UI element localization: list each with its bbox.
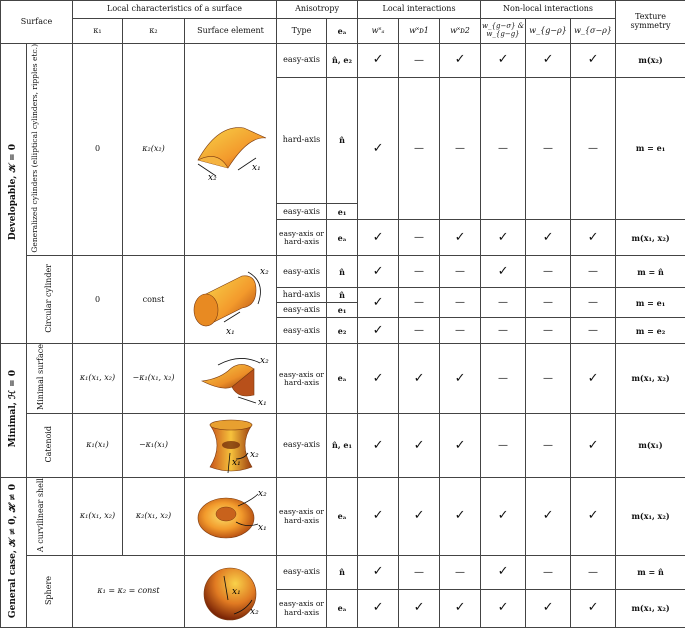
surface-element-minimal-surface: [185, 344, 277, 414]
row11-ea: eₐ: [327, 478, 358, 556]
row6-texture: m = e₁: [616, 288, 685, 318]
row11-c2: ✓: [399, 478, 440, 556]
row4-c3: ✓: [440, 220, 481, 256]
row13-c5: ✓: [526, 590, 571, 628]
row11-c4: ✓: [481, 478, 526, 556]
row8-c2: —: [399, 318, 440, 344]
label-x1: x₁: [231, 586, 241, 597]
row12-c6: —: [571, 556, 616, 590]
row11-c5: ✓: [526, 478, 571, 556]
row10-c4: —: [481, 414, 526, 478]
row4-c2: —: [399, 220, 440, 256]
row12-c3: —: [440, 556, 481, 590]
row5-c1: ✓: [358, 256, 399, 288]
row9-c6: ✓: [571, 344, 616, 414]
row6-ea: n̂: [327, 288, 358, 303]
header-wO1: w˟ᴅ1: [399, 19, 440, 44]
row6-c3: —: [440, 288, 481, 318]
row4-type: easy-axis or hard-axis: [277, 220, 327, 256]
row4-c5: ✓: [526, 220, 571, 256]
header-kappa1: κ₁: [73, 19, 123, 44]
header-surface: Surface: [1, 1, 73, 44]
row9-c3: ✓: [440, 344, 481, 414]
row1-c3: ✓: [440, 44, 481, 78]
sphere-kappa: κ₁ = κ₂ = const: [73, 556, 185, 628]
row2-c6: —: [571, 78, 616, 220]
row9-ea: eₐ: [327, 344, 358, 414]
row10-ea: n̂, e₁: [327, 414, 358, 478]
row1-type: easy-axis: [277, 44, 327, 78]
row8-texture: m = e₂: [616, 318, 685, 344]
header-wA: w˟ₐ: [358, 19, 399, 44]
row12-texture: m = n̂: [616, 556, 685, 590]
row6-c2: —: [399, 288, 440, 318]
row5-c2: —: [399, 256, 440, 288]
header-texture-symmetry: Texture symmetry: [616, 1, 685, 44]
row2-c3: —: [440, 78, 481, 220]
row8-c1: ✓: [358, 318, 399, 344]
row1-c2: —: [399, 44, 440, 78]
category-minimal: Minimal, ℋ = 0: [1, 344, 27, 478]
label-x2: x₂: [259, 355, 269, 366]
row9-c2: ✓: [399, 344, 440, 414]
row6-type: hard-axis: [277, 288, 327, 303]
row10-c1: ✓: [358, 414, 399, 478]
header-kappa2: κ₂: [123, 19, 185, 44]
row12-type: easy-axis: [277, 556, 327, 590]
row2-c2: —: [399, 78, 440, 220]
subcat-curvilinear-shell: A curvilinear shell: [27, 478, 73, 556]
row5-c4: ✓: [481, 256, 526, 288]
header-local-interactions: Local interactions: [358, 1, 481, 19]
header-wgr: w_{g−ρ}: [526, 19, 571, 44]
cat-kappa2: −κ₁(x₁): [123, 414, 185, 478]
row6-c4: —: [481, 288, 526, 318]
row1-c4: ✓: [481, 44, 526, 78]
row11-c6: ✓: [571, 478, 616, 556]
row6-c1: ✓: [358, 288, 399, 318]
row2-c5: —: [526, 78, 571, 220]
row2-ea: n̂: [327, 78, 358, 204]
row8-c5: —: [526, 318, 571, 344]
row2-texture: m = e₁: [616, 78, 685, 220]
category-general: General case, 𝒦 ≠ 0, ℋ ≠ 0: [1, 478, 27, 628]
header-nonlocal-interactions: Non-local interactions: [481, 1, 616, 19]
subcat-minimal-surface: Minimal surface: [27, 344, 73, 414]
row3-type: easy-axis: [277, 204, 327, 220]
header-wO2: w˟ᴅ2: [440, 19, 481, 44]
row1-texture: m(x₂): [616, 44, 685, 78]
row12-c4: ✓: [481, 556, 526, 590]
label-x1: x₁: [257, 397, 267, 407]
row8-c6: —: [571, 318, 616, 344]
surface-element-sphere: [185, 556, 277, 628]
surface-element-generalized-cylinder: [185, 44, 277, 256]
row8-c3: —: [440, 318, 481, 344]
row1-ea: n̂, e₂: [327, 44, 358, 78]
row13-c2: ✓: [399, 590, 440, 628]
label-x2: x₂: [259, 266, 269, 277]
label-x2: x₂: [249, 606, 259, 617]
label-x2: x₂: [207, 172, 217, 183]
label-x1: x₁: [251, 162, 261, 173]
subcat-catenoid: Catenoid: [27, 414, 73, 478]
row13-c6: ✓: [571, 590, 616, 628]
row13-ea: eₐ: [327, 590, 358, 628]
row9-c5: —: [526, 344, 571, 414]
header-local-characteristics: Local characteristics of a surface: [73, 1, 277, 19]
header-wsg: w_{g−σ} & w_{g−g}: [481, 19, 526, 44]
row6-c6: —: [571, 288, 616, 318]
label-x1: x₁: [257, 522, 267, 533]
row11-type: easy-axis or hard-axis: [277, 478, 327, 556]
circ-kappa2: const: [123, 256, 185, 344]
row2-c4: —: [481, 78, 526, 220]
row8-type: easy-axis: [277, 318, 327, 344]
row13-type: easy-axis or hard-axis: [277, 590, 327, 628]
row10-c3: ✓: [440, 414, 481, 478]
row4-c4: ✓: [481, 220, 526, 256]
row12-c5: —: [526, 556, 571, 590]
subcat-sphere: Sphere: [27, 556, 73, 628]
category-developable: Developable, 𝒦 = 0: [1, 44, 27, 344]
row8-ea: e₂: [327, 318, 358, 344]
header-anisotropy: Anisotropy: [277, 1, 358, 19]
row10-c2: ✓: [399, 414, 440, 478]
row9-type: easy-axis or hard-axis: [277, 344, 327, 414]
row3-ea: e₁: [327, 204, 358, 220]
row12-c2: —: [399, 556, 440, 590]
row10-c6: ✓: [571, 414, 616, 478]
surface-element-circular-cylinder: [185, 256, 277, 344]
row5-type: easy-axis: [277, 256, 327, 288]
header-ea: eₐ: [327, 19, 358, 44]
label-x1: x₁: [231, 457, 241, 468]
row10-c5: —: [526, 414, 571, 478]
row11-c3: ✓: [440, 478, 481, 556]
row7-ea: e₁: [327, 303, 358, 318]
label-x1: x₁: [225, 326, 235, 337]
min-kappa1: κ₁(x₁, x₂): [73, 344, 123, 414]
row2-c1: ✓: [358, 78, 399, 220]
row9-c1: ✓: [358, 344, 399, 414]
gen-kappa2: κ₂(x₂): [123, 44, 185, 256]
row9-c4: —: [481, 344, 526, 414]
shell-kappa2: κ₂(x₁, x₂): [123, 478, 185, 556]
cat-kappa1: κ₁(x₁): [73, 414, 123, 478]
row8-c4: —: [481, 318, 526, 344]
row2-type: hard-axis: [277, 78, 327, 204]
row5-texture: m = n̂: [616, 256, 685, 288]
header-type: Type: [277, 19, 327, 44]
row6-c5: —: [526, 288, 571, 318]
header-surface-element: Surface element: [185, 19, 277, 44]
row5-c6: —: [571, 256, 616, 288]
min-kappa2: −κ₁(x₁, x₂): [123, 344, 185, 414]
row4-c1: ✓: [358, 220, 399, 256]
row13-c1: ✓: [358, 590, 399, 628]
row1-c5: ✓: [526, 44, 571, 78]
row1-c1: ✓: [358, 44, 399, 78]
row5-c5: —: [526, 256, 571, 288]
row13-c4: ✓: [481, 590, 526, 628]
row9-texture: m(x₁, x₂): [616, 344, 685, 414]
subcat-circular-cylinder: Circular cylinder: [27, 256, 73, 344]
row4-c6: ✓: [571, 220, 616, 256]
row13-texture: m(x₁, x₂): [616, 590, 685, 628]
circ-kappa1: 0: [73, 256, 123, 344]
surface-element-curvilinear-shell: [185, 478, 277, 556]
row10-texture: m(x₁): [616, 414, 685, 478]
row10-type: easy-axis: [277, 414, 327, 478]
row13-c3: ✓: [440, 590, 481, 628]
row4-texture: m(x₁, x₂): [616, 220, 685, 256]
label-x2: x₂: [249, 449, 259, 460]
header-wsr: w_{σ−ρ}: [571, 19, 616, 44]
row12-ea: n̂: [327, 556, 358, 590]
row4-ea: eₐ: [327, 220, 358, 256]
shell-kappa1: κ₁(x₁, x₂): [73, 478, 123, 556]
row1-c6: ✓: [571, 44, 616, 78]
row12-c1: ✓: [358, 556, 399, 590]
subcat-generalized-cylinders: Generalized cylinders (elliptical cylinders, ripples etc.): [27, 44, 73, 256]
label-x2: x₂: [257, 488, 267, 499]
row5-ea: n̂: [327, 256, 358, 288]
row11-c1: ✓: [358, 478, 399, 556]
row11-texture: m(x₁, x₂): [616, 478, 685, 556]
surface-element-catenoid: [185, 414, 277, 478]
gen-kappa1: 0: [73, 44, 123, 256]
row7-type: easy-axis: [277, 303, 327, 318]
row5-c3: —: [440, 256, 481, 288]
